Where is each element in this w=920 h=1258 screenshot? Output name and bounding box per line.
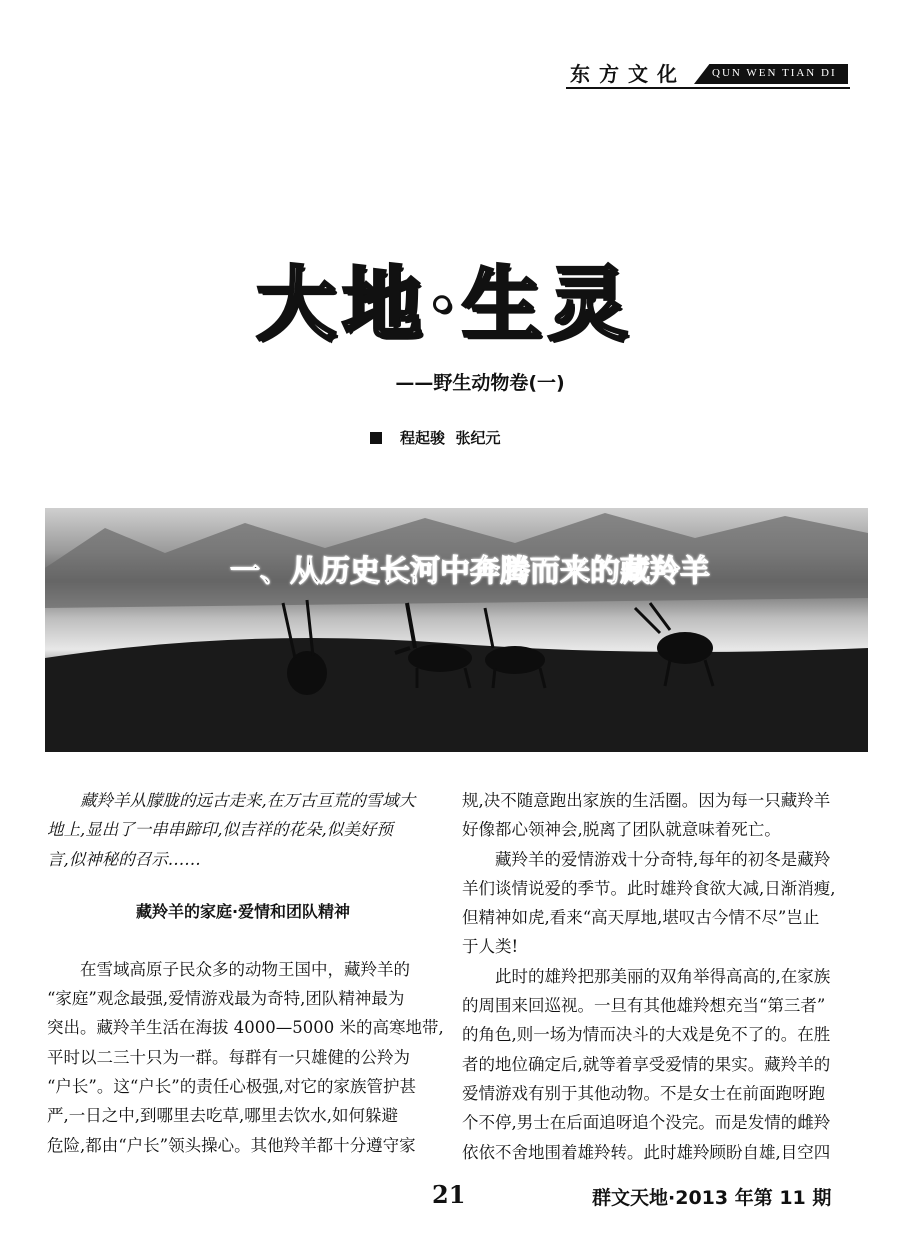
text-line: 的角色,则一场为情而决斗的大戏是免不了的。在胜 bbox=[462, 1025, 831, 1045]
section-header bbox=[566, 58, 850, 88]
square-bullet-icon bbox=[370, 432, 382, 444]
section-heading: 藏羚羊的家庭·爱情和团队精神 bbox=[135, 901, 351, 921]
byline bbox=[370, 427, 500, 448]
text-line: 羊们谈情说爱的季节。此时雄羚食欲大减,日渐消瘦, bbox=[462, 878, 836, 898]
text-line: 严,一日之中,到哪里去吃草,哪里去饮水,如何躲避 bbox=[47, 1106, 398, 1126]
text-line: 者的地位确定后,就等着享受爱情的果实。藏羚羊的 bbox=[462, 1054, 831, 1074]
article-subtitle: ——野生动物卷(一) bbox=[395, 372, 565, 394]
photo-scene bbox=[45, 508, 868, 752]
header-rule bbox=[566, 87, 850, 89]
text-line: 在雪域高原子民众多的动物王国中，藏羚羊的 bbox=[80, 959, 410, 979]
text-line: “家庭”观念最强,爱情游戏最为奇特,团队精神最为 bbox=[47, 989, 405, 1009]
authors: 程起骏 张纪元 bbox=[400, 429, 501, 447]
article-title: 大地·生灵 bbox=[256, 257, 634, 351]
text-line: 藏羚羊的爱情游戏十分奇特,每年的初冬是藏羚 bbox=[495, 849, 831, 869]
text-line: 藏羚羊从朦胧的远古走来,在万古亘荒的雪域大 bbox=[80, 791, 416, 810]
text-line: 平时以二三十只为一群。每群有一只雄健的公羚为 bbox=[47, 1047, 410, 1067]
photo-caption: 一、从历史长河中奔腾而来的藏羚羊 bbox=[230, 554, 710, 589]
text-line: 突出。藏羚羊生活在海拔 4000—5000 米的高寒地带, bbox=[47, 1018, 444, 1038]
text-line: 个不停,男士在后面追呀追个没完。而是发情的雌羚 bbox=[462, 1113, 831, 1133]
section-name: 东方文化 bbox=[570, 62, 686, 86]
text-line: 爱情游戏有别于其他动物。不是女士在前面跑呀跑 bbox=[462, 1083, 825, 1103]
text-line: 地上,显出了一串串蹄印,似吉祥的花朵,似美好预 bbox=[47, 820, 393, 840]
text-line: 言,似神秘的召示…… bbox=[47, 849, 201, 869]
page-number: 21 bbox=[432, 1180, 466, 1209]
text-line: 依依不舍地围着雄羚转。此时雄羚顾盼自雄,目空四 bbox=[462, 1142, 831, 1162]
right-column bbox=[462, 786, 854, 1167]
text-line: 的周围来回巡视。一旦有其他雄羚想充当“第三者” bbox=[462, 996, 826, 1016]
text-line: 规,决不随意跑出家族的生活圈。因为每一只藏羚羊 bbox=[462, 791, 831, 810]
left-column bbox=[47, 786, 444, 1160]
tibetan-antelope-photo bbox=[45, 508, 868, 752]
text-line: 危险,都由“户长”领头操心。其他羚羊都十分遵守家 bbox=[47, 1135, 416, 1155]
text-line: 此时的雄羚把那美丽的双角举得高高的,在家族 bbox=[495, 966, 831, 986]
text-line: “户长”。这“户长”的责任心极强,对它的家族管护甚 bbox=[47, 1077, 416, 1097]
text-line: 于人类! bbox=[462, 937, 519, 957]
magazine-name-pinyin: QUN WEN TIAN DI bbox=[712, 67, 837, 79]
text-line: 但精神如虎,看来“高天厚地,堪叹古今情不尽”岂止 bbox=[462, 908, 820, 928]
issue-info: 群文天地·2013 年第 11 期 bbox=[592, 1187, 832, 1209]
text-line: 好像都心领神会,脱离了团队就意味着死亡。 bbox=[462, 820, 781, 840]
